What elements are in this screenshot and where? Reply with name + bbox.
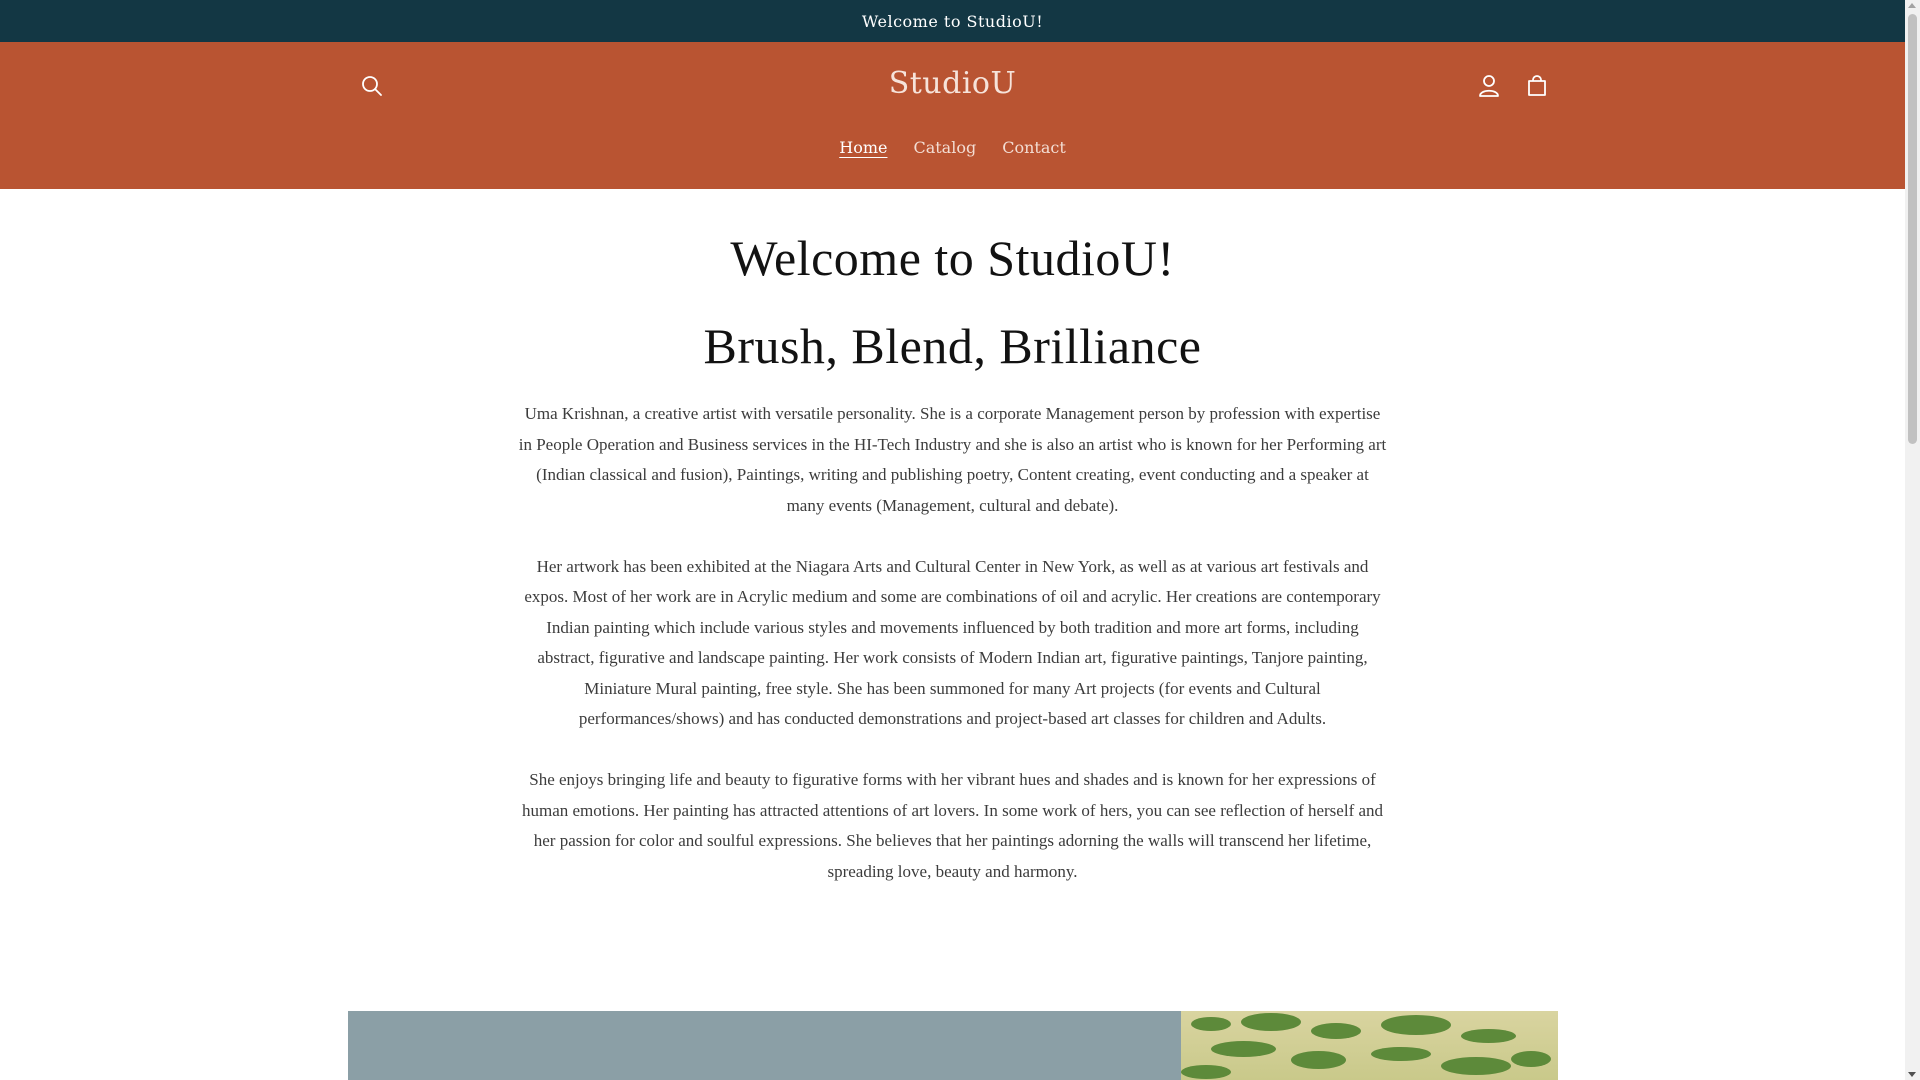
cart-icon [1526,75,1548,97]
site-header [0,42,1905,189]
announcement-bar [0,0,1905,42]
about-text [518,399,1388,887]
main-content [0,189,1905,918]
about-paragraph: Uma Krishnan, a creative artist with versatile personality. She is a corporate Management person by profession with expertise in People Operation and Business services in the HI-Tech Industry and she is also an artist who is known for her Performing art (Indian classical and fusion), Paintings, writing and publishing poetry, Content creating, event conducting and a speaker at many events (Management, cultural and debate). [518,404,1387,515]
nav-catalog[interactable]: Catalog [913,138,977,157]
account-button[interactable] [1467,64,1511,108]
about-paragraph: She enjoys bringing life and beauty to figurative forms with her vibrant hues and shades and is known for her expressions of human emotions. Her painting has attracted attentions of art lovers. In some work of hers, you can see reflection of herself and her passion for color and soulful expressions. She believes that her paintings adorning the walls will transcend her lifetime, spreading love, beauty and harmony. [521,770,1384,881]
scroll-down-icon[interactable] [1908,1072,1916,1077]
featured-image-section [348,1011,1558,1080]
main-nav [0,134,1905,161]
scrollbar-thumb[interactable] [1908,14,1917,444]
nav-home[interactable]: Home [839,138,888,157]
site-logo[interactable]: StudioU [888,66,1017,101]
account-icon [1478,74,1500,98]
scrollbar[interactable] [1905,0,1920,1080]
about-paragraph: Her artwork has been exhibited at the Niagara Arts and Cultural Center in New York, as well as at various art festivals and expos. Most of her work are in Acrylic medium and some are combinations of oil and acrylic. Her creations are contemporary Indian painting which include various styles and movements influenced by both tradition and more art forms, including abstract, figurative and landscape painting. Her work consists of Modern Indian art, figurative paintings, Tanjore painting, Miniature Mural painting, free style. She has been summoned for many Art projects (for events and Cultural performances/shows) and has conducted demonstrations and project-based art classes for children and Adults. [524,556,1381,728]
feature-color-block [348,1011,1181,1080]
nav-contact[interactable]: Contact [1002,138,1066,157]
page-title: Welcome to StudioU! [730,230,1175,286]
cart-button[interactable] [1515,64,1559,108]
scroll-up-icon[interactable] [1908,3,1916,8]
painting-image [1181,1011,1558,1080]
page-subtitle: Brush, Blend, Brilliance [703,318,1202,374]
announcement-text: Welcome to StudioU! [861,11,1044,31]
